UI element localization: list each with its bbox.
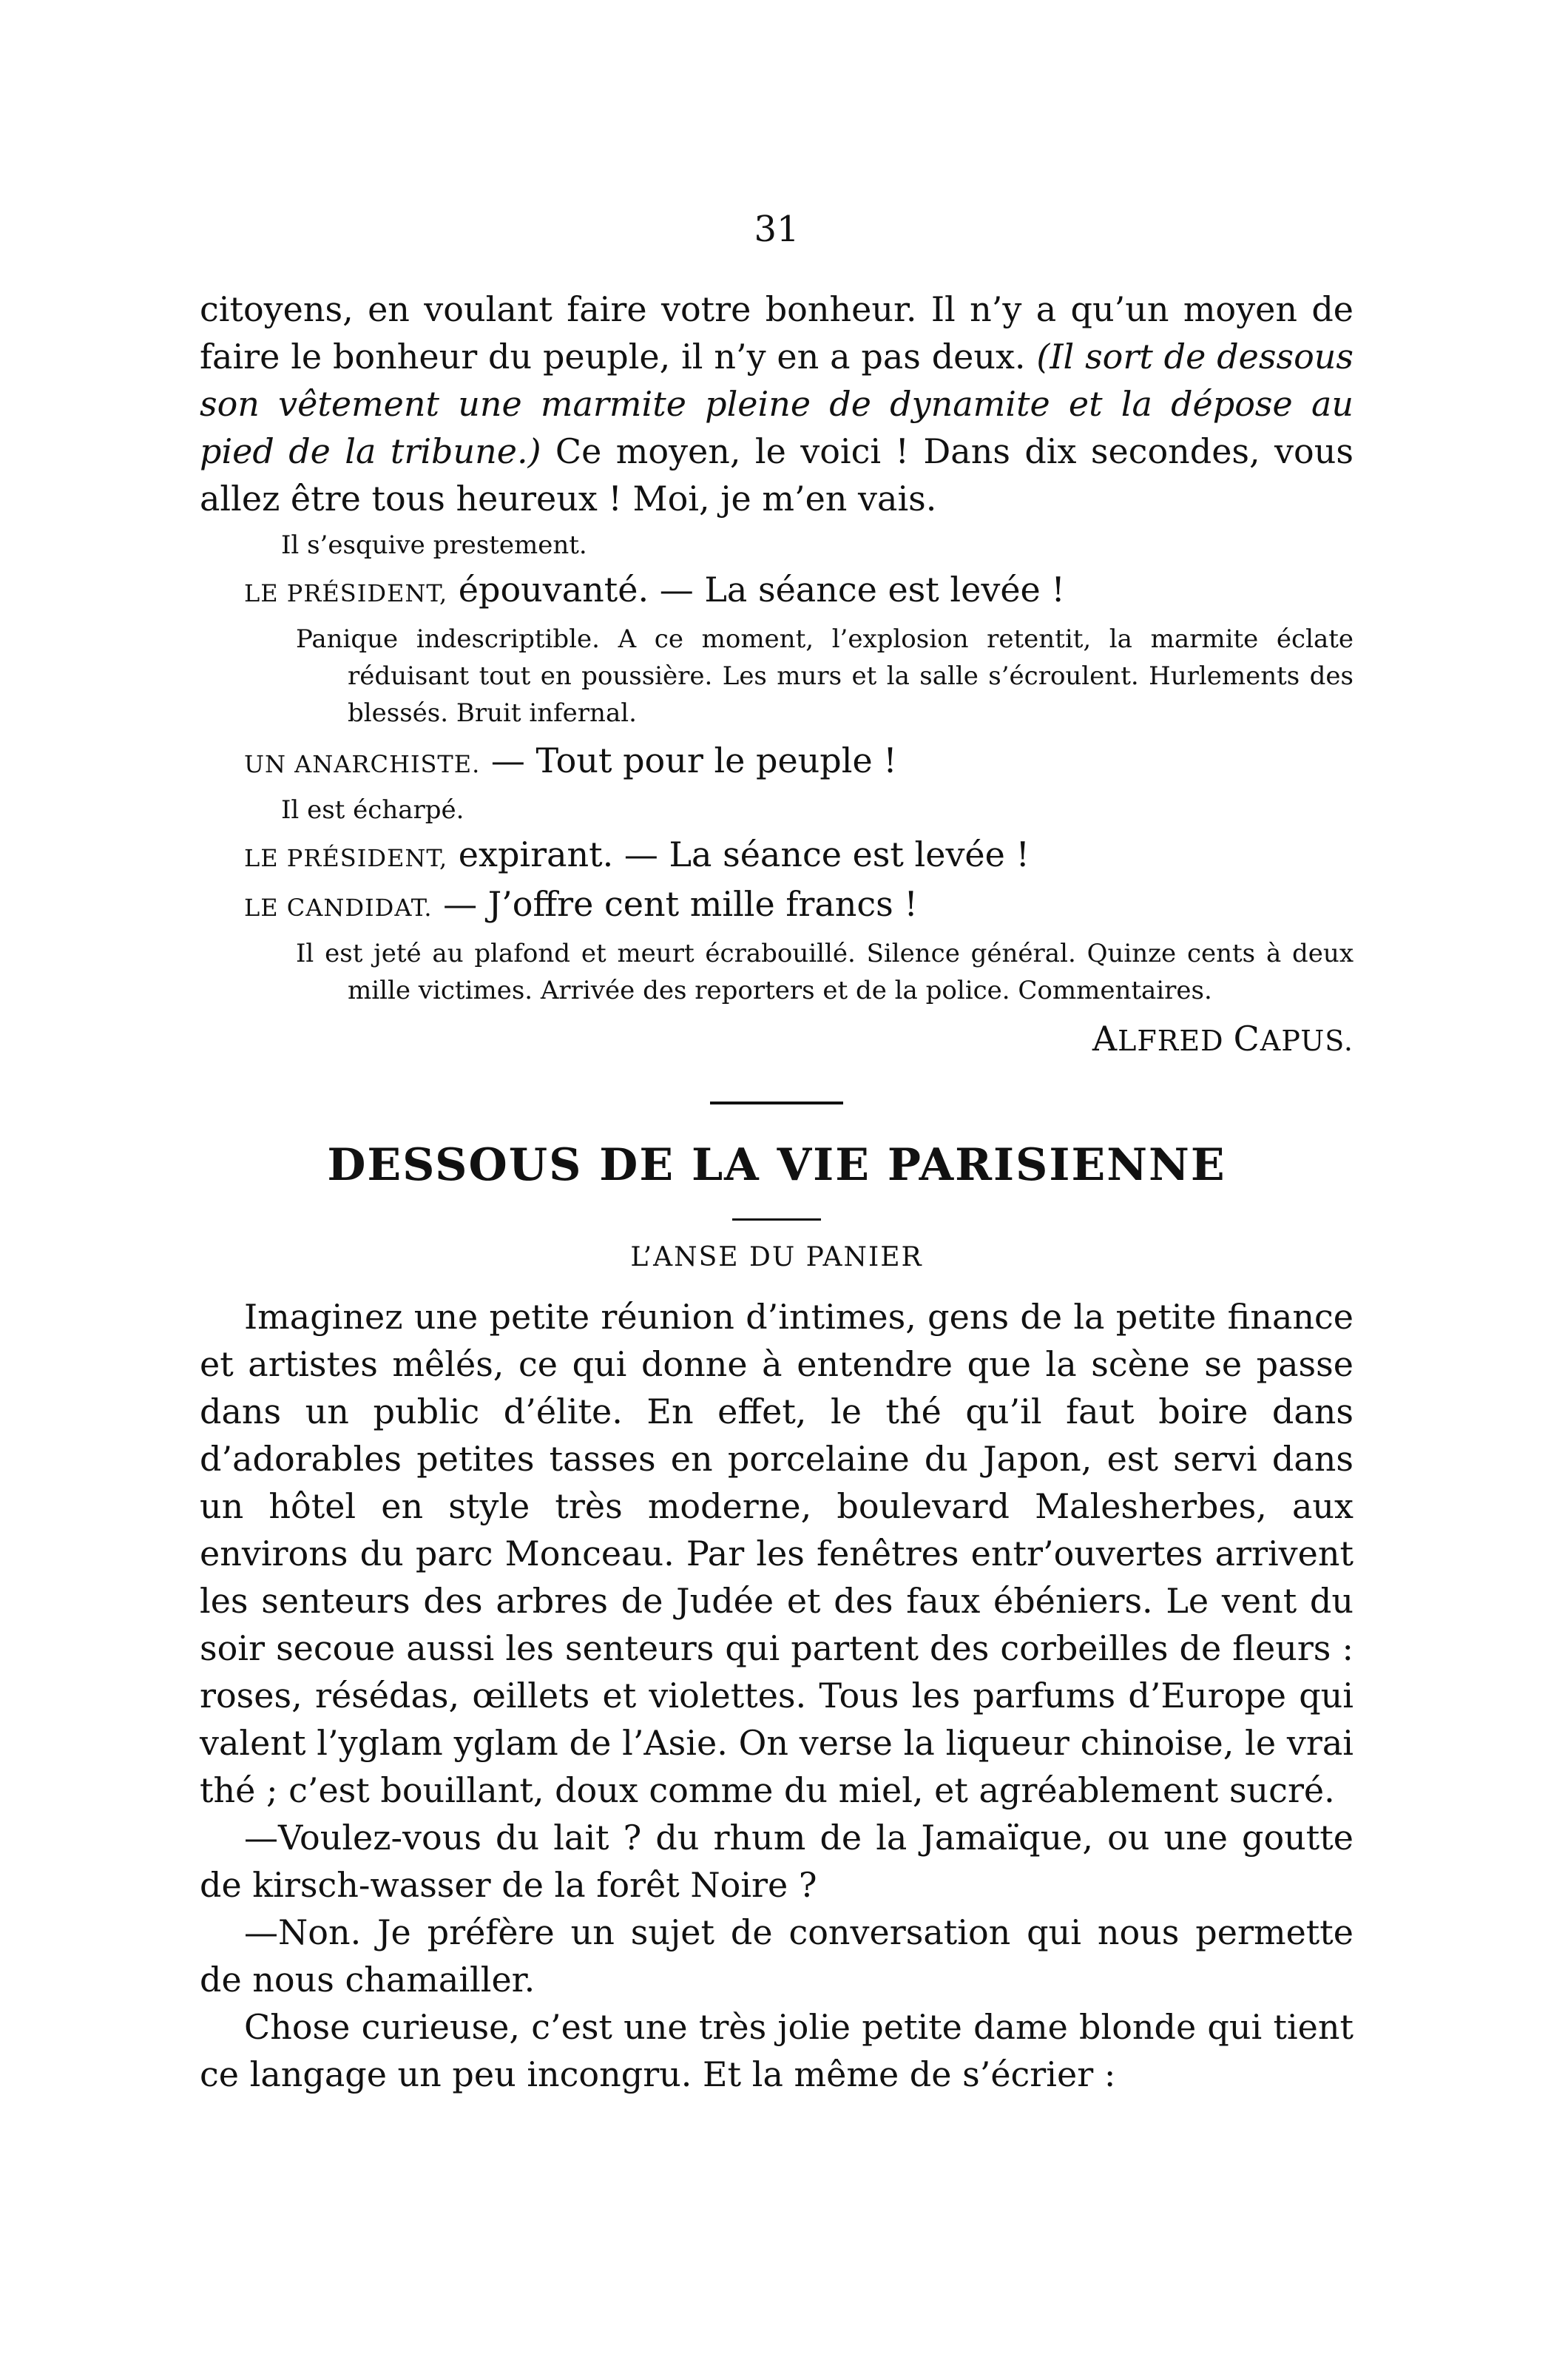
- stage-direction-1: Il s’esquive prestement.: [281, 530, 587, 560]
- opening-paragraph: [200, 286, 1354, 522]
- opening-text-1: citoyens, en voulant faire votre bonheur. Il n’y a qu’un moyen de faire le bonheur du peuple, il n’y en a pas deux.: [200, 289, 1354, 377]
- page: [200, 207, 1354, 2098]
- page-number: 31: [754, 209, 800, 250]
- speech-text: — J’offre cent mille francs !: [432, 884, 918, 924]
- opening-text-2: Ce moyen, le voici ! Dans dix secondes, vous allez être tous heureux ! Moi, je m’en vais.: [200, 431, 1354, 519]
- opening-stage-direction: (Il sort de dessous son vêtement une marmite pleine de dynamite et la dépose au pied de la tribune.): [200, 337, 1354, 471]
- dialogue-line-1: —Voulez-vous du lait ? du rhum de la Jamaïque, ou une goutte de kirsch-wasser de la forêt Noire ?: [200, 1818, 1354, 1905]
- section-title: DESSOUS DE LA VIE PARISIENNE: [327, 1139, 1226, 1191]
- body-paragraph-1: Imaginez une petite réunion d’intimes, gens de la petite finance et artistes mêlés, ce qui donne à entendre que la scène se passe dans un public d’élite. En effet, le thé qu’il faut boire dans d’adorables petites tasses en porcelaine du Japon, est servi dans un hôtel en style très moderne, boulevard Malesherbes, aux environs du parc Monceau. Par les fenêtres entr’ouvertes arrivent les senteurs des arbres de Judée et des faux ébéniers. Le vent du soir secoue aussi les senteurs qui partent des corbeilles de fleurs : roses, résédas, œillets et violettes. Tous les parfums d’Europe qui valent l’yglam yglam de l’Asie. On verse la liqueur chinoise, le vrai thé ; c’est bouillant, doux comme du miel, et agréablement sucré.: [200, 1297, 1354, 1810]
- stage-direction-4: Il est jeté au plafond et meurt écrabouillé. Silence général. Quinze cents à deux mille victimes. Arrivée des reporters et de la police. Commentaires.: [296, 939, 1354, 1005]
- section-subtitle: L’ANSE DU PANIER: [630, 1242, 923, 1272]
- speaker-name: LE CANDIDAT.: [244, 894, 433, 922]
- speech-text: épouvanté. — La séance est levée !: [447, 570, 1065, 610]
- title-divider: [732, 1218, 821, 1221]
- signature-rest: LFRED: [1118, 1025, 1224, 1057]
- signature-initial: C: [1233, 1019, 1260, 1059]
- speech-line-4: [200, 881, 1354, 931]
- speaker-name: UN ANARCHISTE.: [244, 750, 481, 778]
- section-divider: [710, 1102, 843, 1104]
- speech-line-1: [200, 567, 1354, 616]
- speech-line-3: [200, 832, 1354, 881]
- speaker-name: LE PRÉSIDENT,: [244, 844, 448, 872]
- author-signature: [200, 1016, 1354, 1063]
- speech-text: expirant. — La séance est levée !: [447, 834, 1030, 874]
- body-paragraph-2: Chose curieuse, c’est une très jolie petite dame blonde qui tient ce langage un peu incongru. Et la même de s’écrier :: [200, 2007, 1354, 2094]
- stage-direction-2: Panique indescriptible. A ce moment, l’explosion retentit, la marmite éclate réduisant tout en poussière. Les murs et la salle s’écroulent. Hurlements des blessés. Bruit infernal.: [296, 624, 1354, 728]
- stage-direction-3: Il est écharpé.: [281, 795, 464, 825]
- signature-initial: A: [1092, 1019, 1118, 1059]
- signature-rest: APUS.: [1260, 1025, 1354, 1057]
- dialogue-line-2: —Non. Je préfère un sujet de conversation qui nous permette de nous chamailler.: [200, 1912, 1354, 2000]
- speech-line-2: [200, 738, 1354, 787]
- speech-text: — Tout pour le peuple !: [480, 741, 897, 780]
- speaker-name: LE PRÉSIDENT,: [244, 579, 448, 607]
